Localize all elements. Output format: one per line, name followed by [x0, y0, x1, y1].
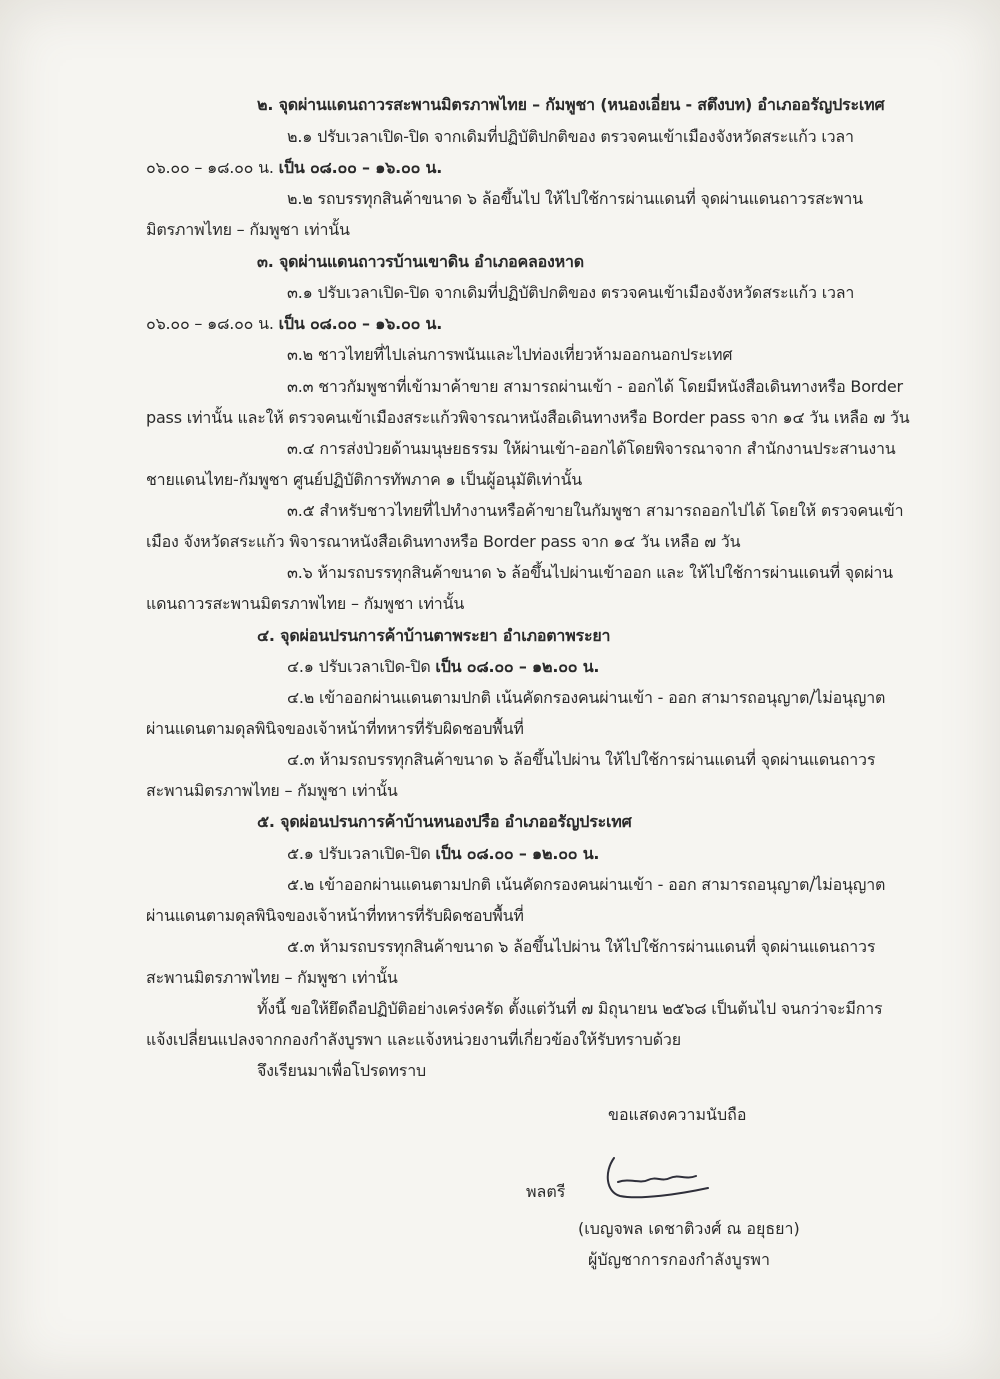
closing-paragraph: ทั้งนี้ ขอให้ยึดถือปฏิบัติอย่างเคร่งครัด ตั้งแต่วันที่ ๗ มิถุนายน ๒๕๖๘ เป็นต้นไป จนกว่าจะมีการ [257, 999, 883, 1018]
item-5-2: ๕.๒ เข้าออกผ่านแดนตามปกติ เน้นคัดกรองคนผ่านเข้า - ออก สามารถอนุญาต/ไม่อนุญาต [287, 875, 886, 894]
item-3-3: ๓.๓ ชาวกัมพูชาที่เข้ามาค้าขาย สามารถผ่านเข้า - ออกได้ โดยมีหนังสือเดินทางหรือ Border [287, 377, 903, 396]
item-3-4: ๓.๔ การส่งป่วยด้านมนุษยธรรม ให้ผ่านเข้า-ออกได้โดยพิจารณาจาก สำนักงานประสานงาน [287, 439, 896, 458]
item-3-2: ๓.๒ ชาวไทยที่ไปเล่นการพนันและไปท่องเที่ยวห้ามออกนอกประเทศ [287, 345, 733, 364]
closing-remark: จึงเรียนมาเพื่อโปรดทราบ [257, 1061, 426, 1080]
item-4-3: ๔.๓ ห้ามรถบรรทุกสินค้าขนาด ๖ ล้อขึ้นไปผ่าน ให้ไปใช้การผ่านแดนที่ จุดผ่านแดนถาวร [287, 750, 876, 769]
item-5-3-cont: สะพานมิตรภาพไทย – กัมพูชา เท่านั้น [146, 968, 398, 987]
item-2-1: ๒.๑ ปรับเวลาเปิด-ปิด จากเดิมที่ปฏิบัติปกติของ ตรวจคนเข้าเมืองจังหวัดสระแก้ว เวลา [287, 127, 854, 146]
item-5-3: ๕.๓ ห้ามรถบรรทุกสินค้าขนาด ๖ ล้อขึ้นไปผ่าน ให้ไปใช้การผ่านแดนที่ จุดผ่านแดนถาวร [287, 937, 876, 956]
signer-position: ผู้บัญชาการกองกำลังบูรพา [588, 1250, 770, 1269]
item-5-1: ๕.๑ ปรับเวลาเปิด-ปิด เป็น ๐๘.๐๐ – ๑๒.๐๐ น. [287, 844, 600, 863]
item-4-3-cont: สะพานมิตรภาพไทย – กัมพูชา เท่านั้น [146, 781, 398, 800]
item-4-1: ๔.๑ ปรับเวลาเปิด-ปิด เป็น ๐๘.๐๐ – ๑๒.๐๐ น. [287, 657, 600, 676]
salutation: ขอแสดงความนับถือ [608, 1105, 747, 1124]
item-3-3-cont: pass เท่านั้น และให้ ตรวจคนเข้าเมืองสระแก้วพิจารณาหนังสือเดินทางหรือ Border pass จาก ๑๔ วัน เหลือ ๗ วัน [146, 408, 910, 427]
item-3-5-cont: เมือง จังหวัดสระแก้ว พิจารณาหนังสือเดินทางหรือ Border pass จาก ๑๔ วัน เหลือ ๗ วัน [146, 532, 741, 551]
heading-section-2: ๒. จุดผ่านแดนถาวรสะพานมิตรภาพไทย – กัมพูชา (หนองเอี่ยน - สตึงบท) อำเภออรัญประเทศ [257, 95, 885, 114]
item-2-2-cont: มิตรภาพไทย – กัมพูชา เท่านั้น [146, 220, 350, 239]
item-3-1: ๓.๑ ปรับเวลาเปิด-ปิด จากเดิมที่ปฏิบัติปกติของ ตรวจคนเข้าเมืองจังหวัดสระแก้ว เวลา [287, 283, 855, 302]
time-new: เป็น ๐๘.๐๐ – ๑๖.๐๐ น. [278, 314, 443, 333]
item-5-2-cont: ผ่านแดนตามดุลพินิจของเจ้าหน้าที่ทหารที่รับผิดชอบพื้นที่ [146, 906, 524, 925]
item-2-1-cont [146, 157, 442, 179]
item-2-2: ๒.๒ รถบรรทุกสินค้าขนาด ๖ ล้อขึ้นไป ให้ไปใช้การผ่านแดนที่ จุดผ่านแดนถาวรสะพาน [287, 189, 863, 208]
item-4-2: ๔.๒ เข้าออกผ่านแดนตามปกติ เน้นคัดกรองคนผ่านเข้า - ออก สามารถอนุญาต/ไม่อนุญาต [287, 688, 886, 707]
time-new: เป็น ๐๘.๐๐ – ๑๖.๐๐ น. [278, 158, 443, 177]
item-3-6-cont: แดนถาวรสะพานมิตรภาพไทย – กัมพูชา เท่านั้น [146, 594, 465, 613]
item-3-4-cont: ชายแดนไทย-กัมพูชา ศูนย์ปฏิบัติการทัพภาค ๑ เป็นผู้อนุมัติเท่านั้น [146, 470, 583, 489]
item-3-6: ๓.๖ ห้ามรถบรรทุกสินค้าขนาด ๖ ล้อขึ้นไปผ่านเข้าออก และ ให้ไปใช้การผ่านแดนที่ จุดผ่าน [287, 563, 893, 582]
item-3-5: ๓.๕ สำหรับชาวไทยที่ไปทำงานหรือค้าขายในกัมพูชา สามารถออกไปได้ โดยให้ ตรวจคนเข้า [287, 501, 904, 520]
heading-section-5: ๕. จุดผ่อนปรนการค้าบ้านหนองปรือ อำเภออรัญประเทศ [257, 812, 632, 831]
signature [600, 1148, 720, 1208]
time-old: ๐๖.๐๐ – ๑๘.๐๐ น. [146, 158, 279, 177]
item-3-1-cont [146, 313, 442, 335]
heading-section-4: ๔. จุดผ่อนปรนการค้าบ้านตาพระยา อำเภอตาพระยา [257, 626, 611, 645]
item-4-2-cont: ผ่านแดนตามดุลพินิจของเจ้าหน้าที่ทหารที่รับผิดชอบพื้นที่ [146, 719, 524, 738]
time-old: ๐๖.๐๐ – ๑๘.๐๐ น. [146, 314, 279, 333]
heading-section-3: ๓. จุดผ่านแดนถาวรบ้านเขาดิน อำเภอคลองหาด [257, 252, 584, 271]
rank: พลตรี [526, 1182, 566, 1201]
closing-paragraph-cont: แจ้งเปลี่ยนแปลงจากกองกำลังบูรพา และแจ้งหน่วยงานที่เกี่ยวข้องให้รับทราบด้วย [146, 1030, 681, 1049]
signer-name: (เบญจพล เดชาติวงศ์ ณ อยุธยา) [578, 1219, 800, 1238]
